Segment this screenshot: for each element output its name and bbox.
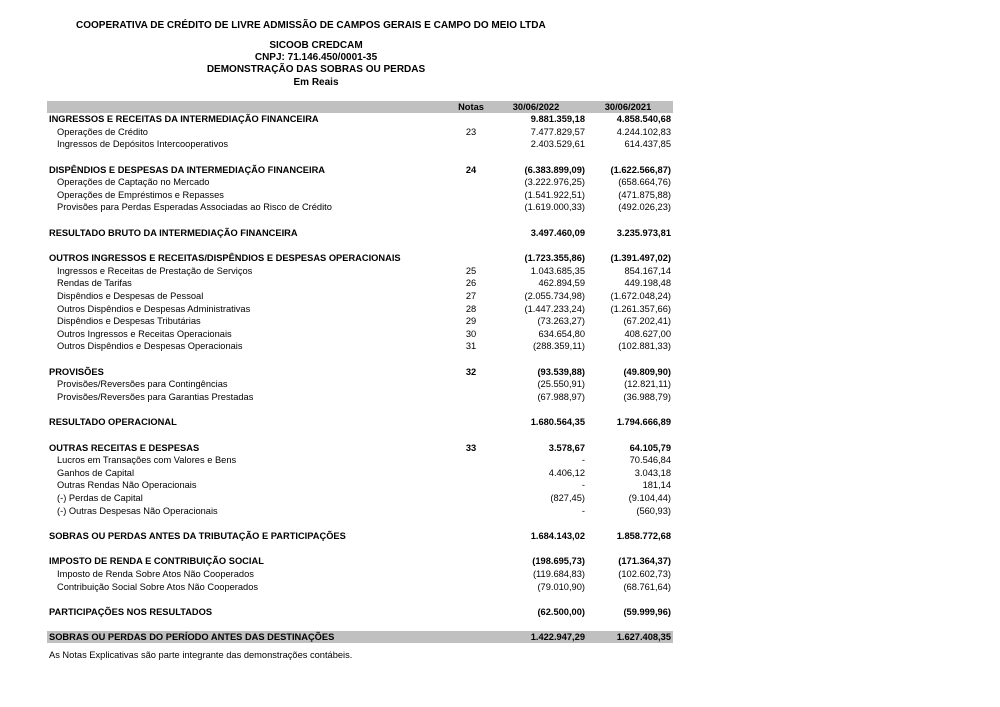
row-value-2021: (49.809,90) (623, 366, 671, 377)
row-value-2021: (102.602,73) (618, 569, 671, 579)
table-row-detail (47, 315, 673, 328)
row-label: Provisões/Reversões para Garantias Prestadas (57, 391, 254, 402)
row-value-2021: 614.437,85 (624, 139, 671, 150)
row-value-2021: (658.664,76) (618, 177, 671, 188)
row-note: 28 (465, 303, 477, 314)
table-row-detail (47, 265, 673, 278)
table-row-group (47, 416, 673, 429)
table-row-detail (47, 340, 673, 353)
row-value-2021: (560,93) (636, 505, 671, 516)
row-value-2021: 1.858.772,68 (616, 531, 671, 542)
row-label: Dispêndios e Despesas Tributárias (57, 316, 201, 327)
row-label: Imposto de Renda Sobre Atos Não Cooperados (57, 569, 254, 579)
row-value-2021: (102.881,33) (618, 341, 671, 352)
table-row-group (47, 164, 673, 177)
row-value-2022: (67.988,97) (537, 391, 585, 402)
row-value-2022: (6.383.899,09) (524, 164, 585, 175)
row-label: Operações de Captação no Mercado (57, 177, 210, 188)
row-note: 26 (465, 278, 477, 289)
row-note: 24 (465, 164, 477, 175)
table-row-detail (47, 505, 673, 518)
statement-title: DEMONSTRAÇÃO DAS SOBRAS OU PERDAS (206, 64, 426, 75)
row-value-2022: 462.894,59 (538, 278, 585, 289)
row-value-2021: (492.026,23) (618, 202, 671, 213)
row-value-2021: 1.627.408,35 (616, 632, 671, 643)
table-row-detail (47, 391, 673, 404)
row-value-2022: (1.541.922,51) (524, 189, 585, 200)
spacer-row (47, 151, 673, 164)
row-label: Ingressos e Receitas de Prestação de Serviços (57, 265, 253, 276)
row-label: (-) Perdas de Capital (57, 493, 143, 504)
table-row-detail (47, 189, 673, 202)
table-row-detail (47, 201, 673, 214)
spacer-row (47, 517, 673, 530)
row-label: Dispêndios e Despesas de Pessoal (57, 290, 204, 301)
row-label: Outros Dispêndios e Despesas Operacionais (57, 341, 243, 352)
table-row-detail (47, 479, 673, 492)
row-value-2022: (79.010,90) (537, 581, 585, 592)
row-label: Outros Dispêndios e Despesas Administrativas (57, 303, 251, 314)
row-value-2022: 1.043.685,35 (530, 265, 585, 276)
row-note: 29 (465, 316, 477, 327)
row-value-2022: (198.695,73) (532, 556, 585, 567)
row-label: RESULTADO BRUTO DA INTERMEDIAÇÃO FINANCEIRA (49, 227, 298, 238)
notes-column-header: Notas (458, 102, 484, 112)
row-label: SOBRAS OU PERDAS ANTES DA TRIBUTAÇÃO E PARTICIPAÇÕES (49, 531, 346, 542)
row-label: Rendas de Tarifas (57, 278, 132, 289)
row-label: Ganhos de Capital (57, 467, 135, 478)
spacer-row (47, 593, 673, 606)
row-value-2022: 1.684.143,02 (530, 531, 585, 542)
table-row-detail (47, 328, 673, 341)
row-note: 32 (465, 366, 477, 377)
row-value-2021: (36.988,79) (623, 391, 671, 402)
table-row-group (47, 606, 673, 619)
row-value-2021: 854.167,14 (624, 265, 671, 276)
row-note: 33 (465, 442, 477, 453)
row-value-2022: 634.654,80 (538, 328, 585, 339)
table-row-detail (47, 138, 673, 151)
table-row-final-result (47, 631, 673, 643)
row-value-2022: (827,45) (550, 493, 585, 504)
company-name: COOPERATIVA DE CRÉDITO DE LIVRE ADMISSÃO DE CAMPOS GERAIS E CAMPO DO MEIO LTDA (76, 20, 546, 31)
brand-name: SICOOB CREDCAM (269, 40, 363, 51)
row-value-2022: (73.263,27) (537, 316, 585, 327)
row-value-2022: 3.578,67 (548, 442, 585, 453)
table-row-group (47, 227, 673, 240)
table-row-detail (47, 581, 673, 594)
row-value-2021: (471.875,88) (618, 189, 671, 200)
row-value-2022: (288.359,11) (532, 341, 585, 352)
cnpj: CNPJ: 71.146.450/0001-35 (254, 52, 378, 63)
table-row-detail (47, 568, 673, 581)
row-label: PROVISÕES (49, 366, 104, 377)
row-note: 31 (465, 341, 477, 352)
row-label: (-) Outras Despesas Não Operacionais (57, 505, 218, 516)
row-value-2021: (68.761,64) (623, 581, 671, 592)
row-label: Provisões/Reversões para Contingências (57, 379, 228, 390)
row-value-2021: 449.198,48 (624, 278, 671, 289)
row-value-2021: 408.627,00 (624, 328, 671, 339)
row-value-2021: (1.622.566,87) (610, 164, 671, 175)
row-value-2021: (1.391.497,02) (610, 253, 671, 264)
row-value-2022: 7.477.829,57 (530, 126, 585, 137)
row-note: 30 (465, 328, 477, 339)
row-value-2021: (1.261.357,66) (610, 303, 671, 314)
table-row-detail (47, 290, 673, 303)
row-value-2022: (2.055.734,98) (524, 290, 585, 301)
row-value-2022: 2.403.529,61 (530, 139, 585, 150)
row-label: SOBRAS OU PERDAS DO PERÍODO ANTES DAS DESTINAÇÕES (49, 632, 335, 643)
spacer-row (47, 214, 673, 227)
row-value-2022: (119.684,83) (532, 569, 585, 579)
footnote: As Notas Explicativas são parte integrante das demonstrações contábeis. (49, 650, 353, 660)
table-row-detail (47, 176, 673, 189)
row-label: Ingressos de Depósitos Intercooperativos (57, 139, 229, 150)
row-value-2022: 3.497.460,09 (530, 227, 585, 238)
table-row-detail (47, 126, 673, 139)
table-header-row (47, 101, 673, 113)
row-label: DISPÊNDIOS E DESPESAS DA INTERMEDIAÇÃO FINANCEIRA (49, 164, 326, 175)
row-value-2022: (1.619.000,33) (524, 202, 585, 213)
row-value-2022: 1.422.947,29 (530, 632, 585, 643)
table-row-detail (47, 303, 673, 316)
row-label: RESULTADO OPERACIONAL (49, 417, 177, 428)
row-note: 27 (465, 290, 477, 301)
column-header-2022: 30/06/2022 (512, 102, 560, 112)
row-label: OUTRAS RECEITAS E DESPESAS (49, 442, 200, 453)
row-value-2022: (62.500,00) (537, 606, 585, 617)
row-label: IMPOSTO DE RENDA E CONTRIBUIÇÃO SOCIAL (49, 556, 264, 567)
currency-note: Em Reais (293, 77, 339, 88)
row-value-2021: (171.364,37) (618, 556, 671, 567)
row-value-2021: 181,14 (642, 480, 671, 491)
row-value-2022: 4.406,12 (548, 467, 585, 478)
row-value-2022: (25.550,91) (537, 379, 585, 390)
spacer-row (47, 619, 673, 632)
table-row-group (47, 530, 673, 543)
row-value-2021: (12.821,11) (624, 379, 671, 390)
row-value-2021: 1.794.666,89 (616, 417, 671, 428)
table-row-group (47, 252, 673, 265)
spacer-row (47, 429, 673, 442)
row-value-2021: 64.105,79 (629, 442, 671, 453)
table-row-detail (47, 277, 673, 290)
row-note: 25 (465, 265, 477, 276)
row-value-2021: (59.999,96) (623, 606, 671, 617)
spacer-row (47, 543, 673, 556)
spacer-row (47, 239, 673, 252)
table-row-group (47, 113, 673, 126)
row-label: Operações de Crédito (57, 126, 148, 137)
row-value-2022: - (581, 455, 585, 466)
table-row-detail (47, 492, 673, 505)
row-value-2022: (1.723.355,86) (524, 253, 585, 264)
spacer-row (47, 353, 673, 366)
row-label: Contribuição Social Sobre Atos Não Cooperados (57, 581, 259, 592)
table-row-group (47, 555, 673, 568)
row-value-2022: (3.222.976,25) (524, 177, 585, 188)
table-row-detail (47, 378, 673, 391)
row-note: 23 (465, 126, 477, 137)
row-label: PARTICIPAÇÕES NOS RESULTADOS (49, 606, 213, 617)
table-row-detail (47, 467, 673, 480)
table-row-group (47, 442, 673, 455)
row-label: Outras Rendas Não Operacionais (57, 480, 197, 491)
row-value-2021: (67.202,41) (623, 316, 671, 327)
table-row-group (47, 366, 673, 379)
row-value-2021: 4.858.540,68 (616, 114, 671, 124)
row-value-2021: 3.043,18 (634, 467, 671, 478)
row-label: Provisões para Perdas Esperadas Associadas ao Risco de Crédito (57, 202, 332, 213)
row-label: Operações de Empréstimos e Repasses (57, 189, 224, 200)
row-value-2022: (1.447.233,24) (524, 303, 585, 314)
row-label: OUTROS INGRESSOS E RECEITAS/DISPÊNDIOS E DESPESAS OPERACIONAIS (49, 253, 401, 264)
row-label: INGRESSOS E RECEITAS DA INTERMEDIAÇÃO FINANCEIRA (49, 114, 319, 124)
row-value-2022: 1.680.564,35 (530, 417, 585, 428)
row-value-2022: - (581, 505, 585, 516)
row-value-2022: 9.881.359,18 (530, 114, 585, 124)
row-value-2021: 4.244.102,83 (616, 126, 671, 137)
spacer-row (47, 403, 673, 416)
row-value-2022: (93.539,88) (537, 366, 585, 377)
row-value-2021: 3.235.973,81 (616, 227, 671, 238)
row-label: Lucros em Transações com Valores e Bens (57, 455, 237, 466)
row-value-2022: - (581, 480, 585, 491)
column-header-2021: 30/06/2021 (604, 102, 652, 112)
row-value-2021: (9.104,44) (628, 493, 671, 504)
table-row-detail (47, 454, 673, 467)
income-statement-table (47, 101, 673, 643)
row-value-2021: 70.546,84 (629, 455, 671, 466)
row-label: Outros Ingressos e Receitas Operacionais (57, 328, 232, 339)
row-value-2021: (1.672.048,24) (610, 290, 671, 301)
